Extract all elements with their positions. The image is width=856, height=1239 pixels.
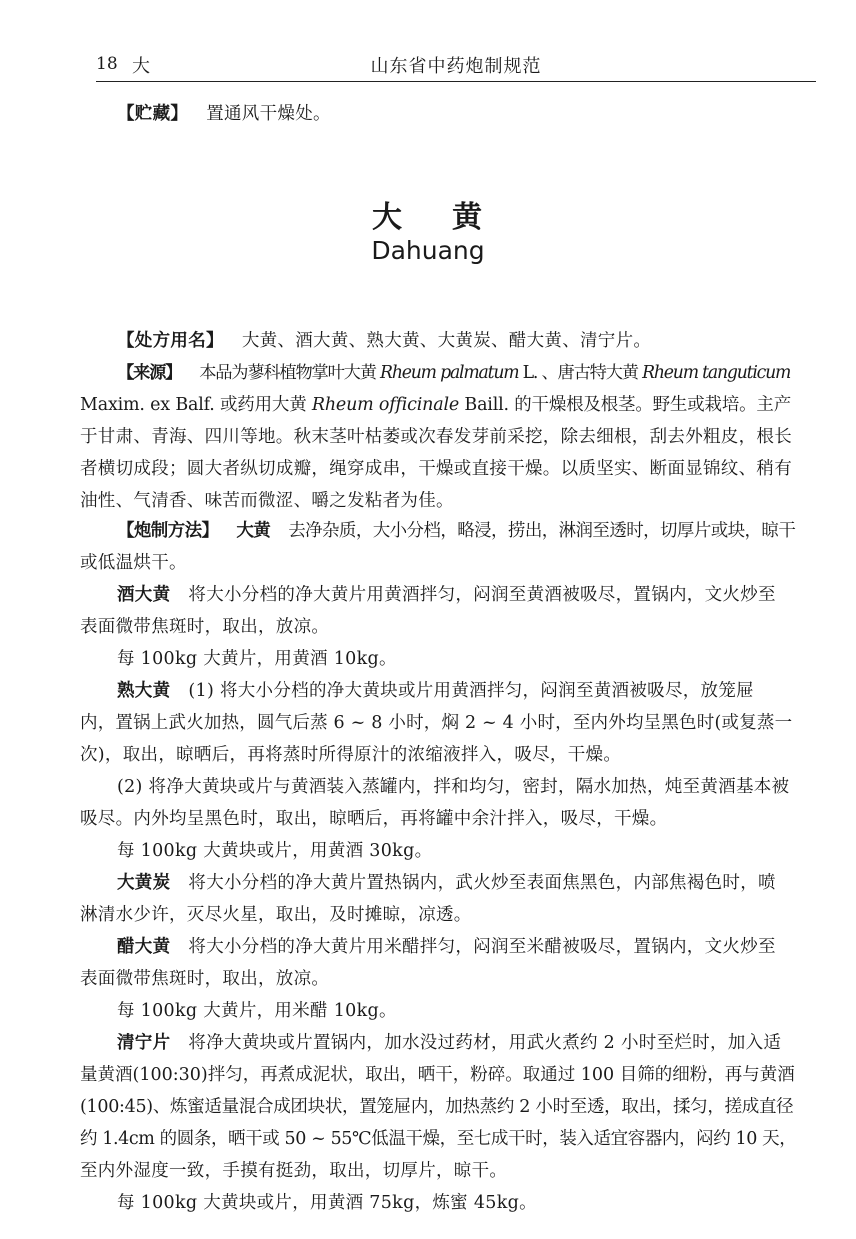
method-line-2: 或低温烘干。 (80, 553, 187, 573)
jiu-label: 酒大黄 (117, 585, 171, 605)
page-number: 18 (96, 54, 118, 74)
method-line-1 (117, 518, 795, 544)
latin-name: Rheum palmatum (380, 363, 519, 383)
title-char-2: 黄 (452, 200, 484, 235)
page-header (96, 50, 816, 80)
tan-line-2: 淋清水少许，灭尽火星，取出，及时摊晾，凉透。 (80, 905, 472, 925)
cu-line-2: 表面微带焦斑时，取出，放凉。 (80, 969, 330, 989)
qn-label: 清宁片 (117, 1033, 171, 1053)
shu-line-4: (2) 将净大黄块或片与黄酒装入蒸罐内，拌和均匀，密封，隔水加热，炖至黄酒基本被 (117, 777, 790, 797)
chapter-char: 大 (132, 56, 150, 77)
source-text: 本品为蓼科植物掌叶大黄 (199, 363, 381, 383)
jiu-line-1 (117, 582, 776, 608)
header-rule (96, 81, 816, 82)
names-label: 【处方用名】 (117, 331, 224, 351)
method-label: 【炮制方法】 (117, 521, 219, 541)
jiu-ratio: 每 100kg 大黄片，用黄酒 10kg。 (117, 649, 397, 669)
entry-title (0, 192, 856, 236)
source-line-4: 者横切成段；圆大者纵切成瓣，绳穿成串，干燥或直接干燥。以质坚实、断面显锦纹、稍有 (80, 459, 792, 479)
shu-line-3: 次)，取出，晾晒后，再将蒸时所得原汁的浓缩液拌入，吸尽，干燥。 (80, 745, 622, 765)
qn-line-3: (100:45)、炼蜜适量混合成团块状，置笼屉内，加热蒸约 2 小时至透，取出，揉匀，搓成直径 (80, 1097, 794, 1117)
names-text: 大黄、酒大黄、熟大黄、大黄炭、醋大黄、清宁片。 (241, 331, 652, 351)
entry-pinyin: Dahuang (371, 236, 485, 265)
tan-label: 大黄炭 (117, 873, 171, 893)
method-text: 去净杂质，大小分档，略浸，捞出，淋润至透时，切厚片或块，晾干 (288, 521, 796, 541)
cu-ratio: 每 100kg 大黄片，用米醋 10kg。 (117, 1001, 397, 1021)
shu-line-2: 内，置锅上武火加热，圆气后蒸 6 ~ 8 小时，焖 2 ~ 4 小时，至内外均呈黑色时(或复蒸一 (80, 713, 793, 733)
shu-line-1 (117, 678, 754, 704)
source-text: Baill. 的干燥根及根茎。野生或栽培。主产 (459, 395, 792, 415)
dahuang-label: 大黄 (236, 521, 271, 541)
latin-name: Rheum officinale (311, 395, 460, 415)
names-line (117, 328, 651, 354)
source-line-2 (80, 392, 791, 418)
method-text: 将净大黄块或片置锅内，加水没过药材，用武火煮约 2 小时至烂时，加入适 (188, 1033, 782, 1053)
jiu-line-2: 表面微带焦斑时，取出，放凉。 (80, 617, 330, 637)
storage-line (117, 101, 331, 127)
shu-ratio: 每 100kg 大黄块或片，用黄酒 30kg。 (117, 841, 433, 861)
tan-line-1 (117, 870, 776, 896)
qn-ratio: 每 100kg 大黄块或片，用黄酒 75kg，炼蜜 45kg。 (117, 1193, 537, 1213)
cu-line-1 (117, 934, 776, 960)
shu-label: 熟大黄 (117, 681, 171, 701)
method-text: 将大小分档的净大黄片用黄酒拌匀，闷润至黄酒被吸尽，置锅内，文火炒至 (188, 585, 776, 605)
source-text: L. 、唐古特大黄 (518, 363, 643, 383)
source-text: Maxim. ex Balf. 或药用大黄 (80, 395, 312, 415)
shu-line-5: 吸尽。内外均呈黑色时，取出，晾晒后，再将罐中余汁拌入，吸尽，干燥。 (80, 809, 668, 829)
storage-label: 【贮藏】 (117, 104, 189, 124)
source-label: 【来源】 (117, 363, 182, 383)
method-text: 将大小分档的净大黄片置热锅内，武火炒至表面焦黑色，内部焦褐色时，喷 (188, 873, 776, 893)
method-text: 将大小分档的净大黄片用米醋拌匀，闷润至米醋被吸尽，置锅内，文火炒至 (188, 937, 776, 957)
cu-label: 醋大黄 (117, 937, 171, 957)
source-line-5: 油性、气清香、味苦而微涩、嚼之发粘者为佳。 (80, 491, 454, 511)
qn-line-5: 至内外湿度一致，手摸有挺劲，取出，切厚片，晾干。 (80, 1161, 508, 1181)
title-char-1: 大 (372, 200, 404, 235)
storage-text: 置通风干燥处。 (206, 104, 331, 124)
qn-line-1 (117, 1030, 781, 1056)
latin-name: Rheum tanguticum (642, 363, 791, 383)
book-title: 山东省中药炮制规范 (370, 56, 542, 77)
qn-line-4: 约 1.4cm 的圆条，晒干或 50 ~ 55℃低温干燥，至七成干时，装入适宜容器内，闷约 10 天， (80, 1129, 797, 1149)
method-text: (1) 将大小分档的净大黄块或片用黄酒拌匀，闷润至黄酒被吸尽，放笼屉 (188, 681, 754, 701)
qn-line-2: 量黄酒(100:30)拌匀，再煮成泥状，取出，晒干，粉碎。取通过 100 目筛的细粉，再与黄酒 (80, 1065, 795, 1085)
source-line-1 (117, 360, 790, 386)
source-line-3: 于甘肃、青海、四川等地。秋末茎叶枯萎或次春发芽前采挖，除去细根，刮去外粗皮，根长 (80, 427, 792, 447)
